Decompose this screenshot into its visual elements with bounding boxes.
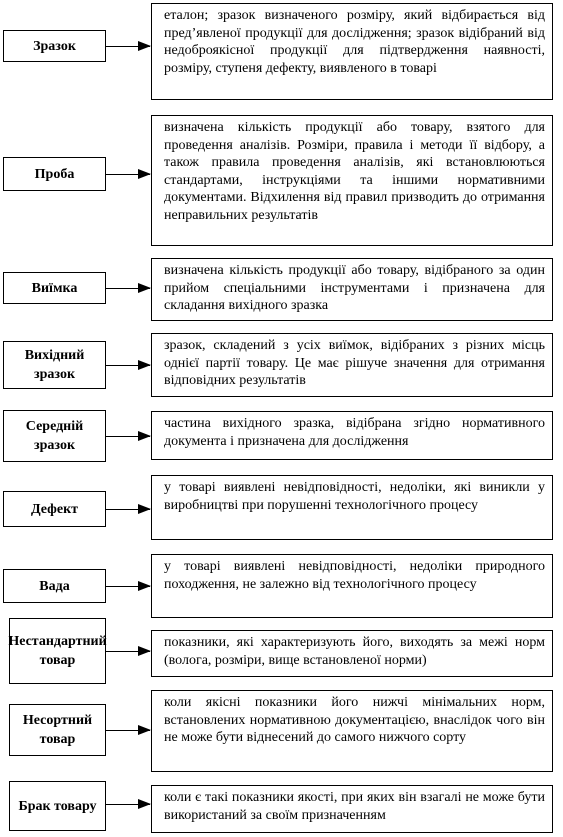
arrow-connector xyxy=(106,365,150,366)
arrow-connector xyxy=(106,651,150,652)
definition-box-nesortnyi-tovar xyxy=(151,690,553,772)
term-box-nestandartnyi-tovar xyxy=(9,618,106,684)
definition-text: коли якісні показники його нижчі мінімальних норм, встановлених нормативною документацією, внаслідок чого він не може бути віднесений до самого нижчого сорту xyxy=(164,695,545,745)
term-label: Зразок xyxy=(33,38,76,54)
definition-text: визначена кількість продукції або товару, взятого для проведення аналізів. Розміри, правила і методи її відбору, а також правила проведення аналізів, які встановлюються стандартами, інструкціями та іншими нормативними документами. Відхилення від правил призводить до отримання неправильних результатів xyxy=(164,120,545,223)
term-box-brak-tovaru xyxy=(9,781,106,831)
arrow-connector xyxy=(106,46,150,47)
definition-box-serednii-zrazok xyxy=(151,411,553,460)
term-box-serednii-zrazok xyxy=(3,410,106,462)
arrow-connector xyxy=(106,586,150,587)
term-box-vada xyxy=(3,569,106,603)
definition-text: визначена кількість продукції або товару, відібраного за один прийом спеціальними інструментами і призначена для складання вихідного зразка xyxy=(164,263,545,313)
definition-box-nestandartnyi-tovar xyxy=(151,630,553,677)
definition-box-defekt xyxy=(151,475,553,540)
term-label: Виїмка xyxy=(31,280,78,296)
arrow-connector xyxy=(106,174,150,175)
term-label: Несортний товар xyxy=(22,713,93,747)
term-label: Брак товару xyxy=(18,798,97,814)
definition-text: еталон; зразок визначеного розміру, який відбирається від пред’явленої продукції для дослідження; зразок відібраний від недоброякісної продукції для підтвердження наявності, розміру, ступеня дефекту, виявленого в товарі xyxy=(164,8,545,76)
term-label: Дефект xyxy=(30,501,79,517)
term-box-proba xyxy=(3,157,106,191)
term-label: Вихідний зразок xyxy=(24,348,85,382)
definition-box-proba xyxy=(151,115,553,246)
arrow-connector xyxy=(106,436,150,437)
definition-text: у товарі виявлені невідповідності, недоліки, які виникли у виробництві при порушенні технологічного процесу xyxy=(164,480,545,513)
arrow-connector xyxy=(106,288,150,289)
definition-box-zrazok xyxy=(151,3,553,100)
arrow-connector xyxy=(106,730,150,731)
arrow-connector xyxy=(106,509,150,510)
definition-box-viimka xyxy=(151,258,553,321)
term-label: Проба xyxy=(34,166,75,182)
term-label: Вада xyxy=(39,578,70,594)
definition-text: коли є такі показники якості, при яких він взагалі не може бути використаний за своїм призначенням xyxy=(164,790,545,823)
term-label: Середній зразок xyxy=(25,419,84,453)
definition-box-vykhidnyi-zrazok xyxy=(151,333,553,397)
term-box-nesortnyi-tovar xyxy=(9,704,106,756)
definition-text: у товарі виявлені невідповідності, недоліки природного походження, не залежно від технологічного процесу xyxy=(164,559,545,592)
term-box-defekt xyxy=(3,491,106,527)
definition-text: показники, які характеризують його, виходять за межі норм (волога, розміри, вище встановленої норми) xyxy=(164,635,545,668)
definition-text: частина вихідного зразка, відібрана згідно нормативного документа і призначена для дослідження xyxy=(164,416,545,449)
term-box-zrazok xyxy=(3,30,106,62)
definition-text: зразок, складений з усіх виїмок, відібраних з різних місць однієї партії товару. Це має рішуче значення для отримання відповідних результатів xyxy=(164,338,545,388)
definition-box-vada xyxy=(151,554,553,618)
arrow-connector xyxy=(106,804,150,805)
definition-box-brak-tovaru xyxy=(151,785,553,833)
term-label: Нестандартний товар xyxy=(8,634,107,668)
term-box-viimka xyxy=(3,272,106,304)
term-box-vykhidnyi-zrazok xyxy=(3,341,106,389)
